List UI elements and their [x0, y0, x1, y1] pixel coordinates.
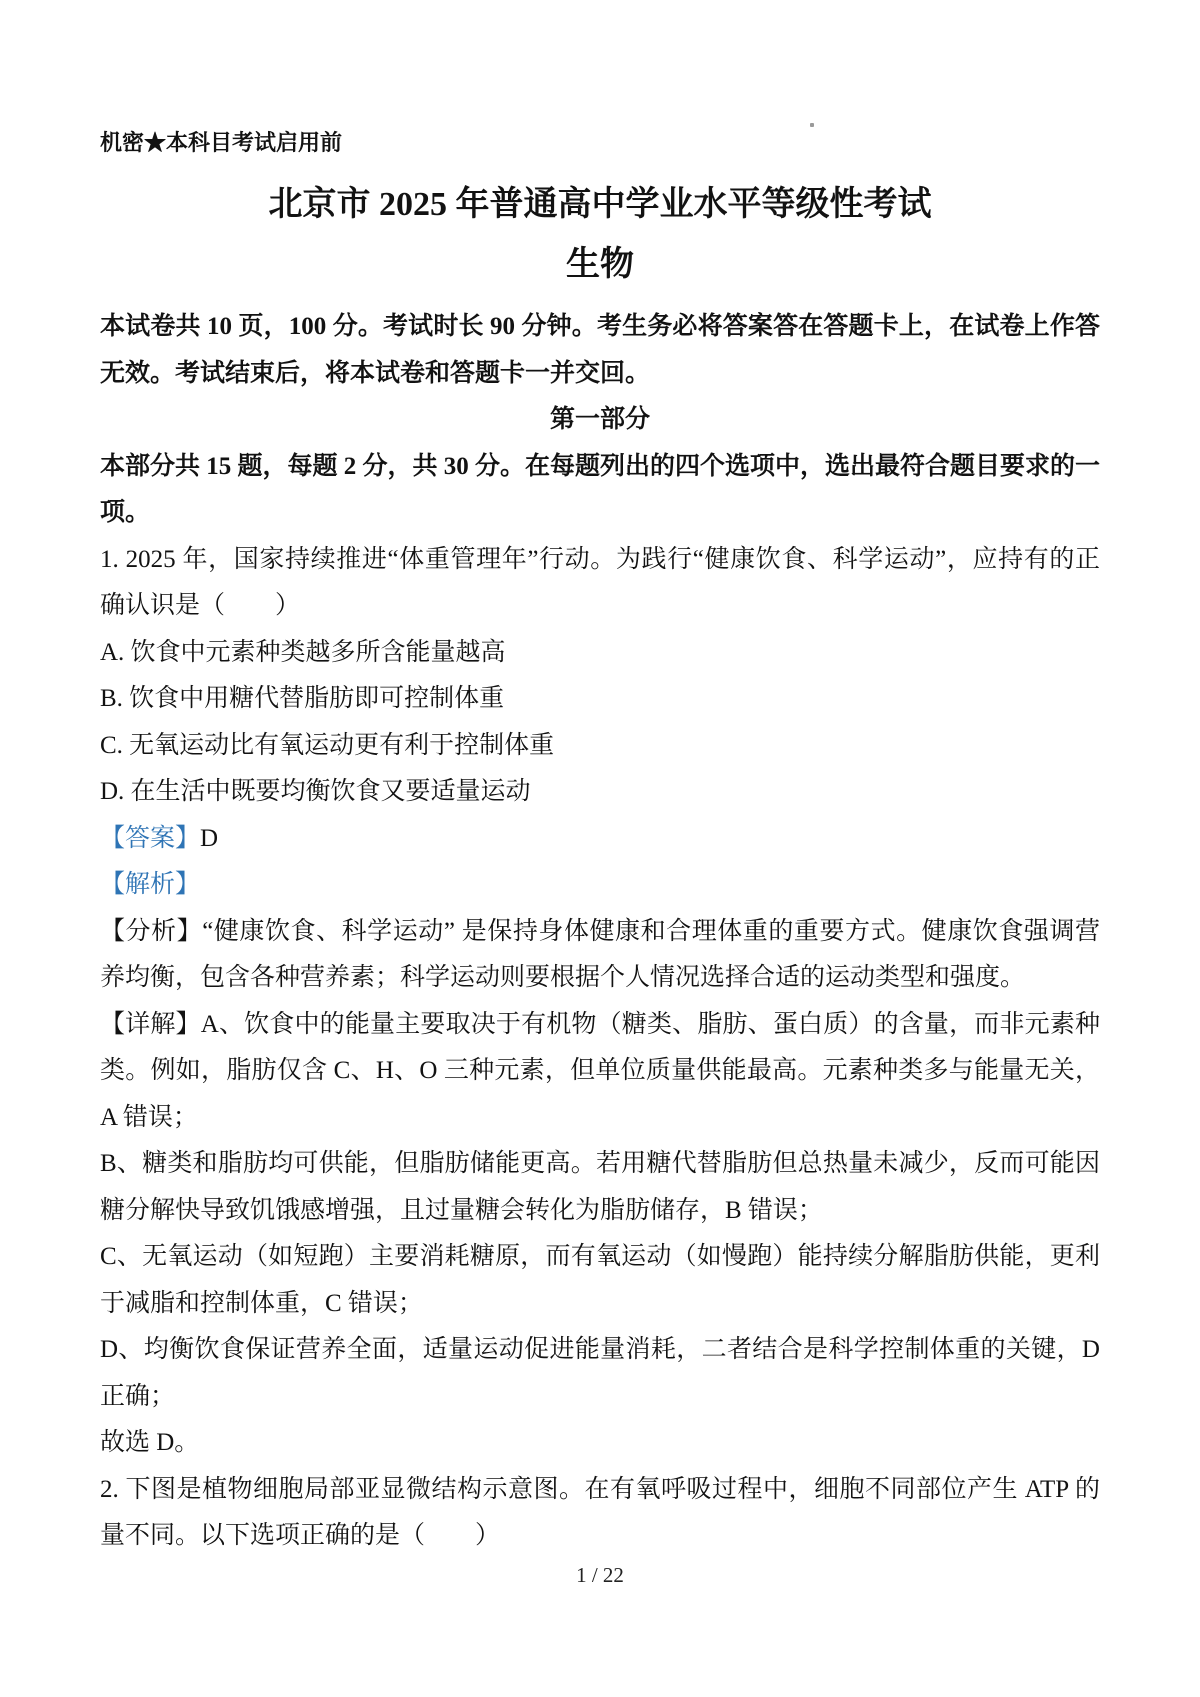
explanation-d: D、均衡饮食保证营养全面，适量运动促进能量消耗，二者结合是科学控制体重的关键，D 正确；	[100, 1336, 1100, 1410]
exam-page	[100, 0, 1100, 1560]
explanation-b: B、糖类和脂肪均可供能，但脂肪储能更高。若用糖代替脂肪但总热量未减少，反而可能因糖分解快导致饥饿感增强，且过量糖会转化为脂肪储存，B 错误；	[100, 1150, 1100, 1224]
analysis-label: 【解析】	[100, 871, 201, 898]
explanation-c: C、无氧运动（如短跑）主要消耗糖原，而有氧运动（如慢跑）能持续分解脂肪供能，更利于减脂和控制体重，C 错误；	[100, 1243, 1100, 1317]
analysis-heading	[100, 862, 1100, 909]
exam-title: 北京市 2025 年普通高中学业水平等级性考试	[268, 186, 932, 223]
answer-line	[100, 816, 1100, 863]
exam-instructions: 本试卷共 10 页，100 分。考试时长 90 分钟。考生务必将答案答在答题卡上，在试卷上作答无效。考试结束后，将本试卷和答题卡一并交回。	[100, 313, 1100, 387]
question-1-option-c: C. 无氧运动比有氧运动更有利于控制体重	[100, 731, 555, 759]
document-body	[100, 304, 1100, 1560]
conclusion-line: 故选 D。	[100, 1429, 200, 1456]
page-number: 1 / 22	[576, 1563, 624, 1587]
explanation-a: 【详解】A、饮食中的能量主要取决于有机物（糖类、脂肪、蛋白质）的含量，而非元素种类。例如，脂肪仅含 C、H、O 三种元素，但单位质量供能最高。元素种类多与能量无关，A 错误；	[100, 1010, 1100, 1131]
answer-label: 【答案】	[100, 824, 201, 852]
analysis-paragraph: 【分析】“健康饮食、科学运动” 是保持身体健康和合理体重的重要方式。健康饮食强调营养均衡，包含各种营养素；科学运动则要根据个人情况选择合适的运动类型和强度。	[100, 917, 1100, 991]
question-2-stem: 2. 下图是植物细胞局部亚显微结构示意图。在有氧呼吸过程中，细胞不同部位产生 ATP 的量不同。以下选项正确的是（ ）	[100, 1475, 1100, 1549]
part-one-heading: 第一部分	[549, 406, 650, 433]
question-1-option-d: D. 在生活中既要均衡饮食又要适量运动	[100, 778, 531, 805]
question-1-option-a: A. 饮食中元素种类越多所含能量越高	[100, 638, 506, 666]
exam-subject-title: 生物	[566, 246, 634, 283]
part-one-instructions: 本部分共 15 题，每题 2 分，共 30 分。在每题列出的四个选项中，选出最符合题目要求的一项。	[100, 452, 1101, 526]
answer-value: D	[200, 824, 219, 852]
confidential-note: 机密★本科目考试启用前	[100, 130, 343, 155]
question-1-option-b: B. 饮食中用糖代替脂肪即可控制体重	[100, 685, 505, 712]
question-1-stem: 1. 2025 年，国家持续推进“体重管理年”行动。为践行“健康饮食、科学运动”，应持有的正确认识是（ ）	[100, 545, 1100, 619]
